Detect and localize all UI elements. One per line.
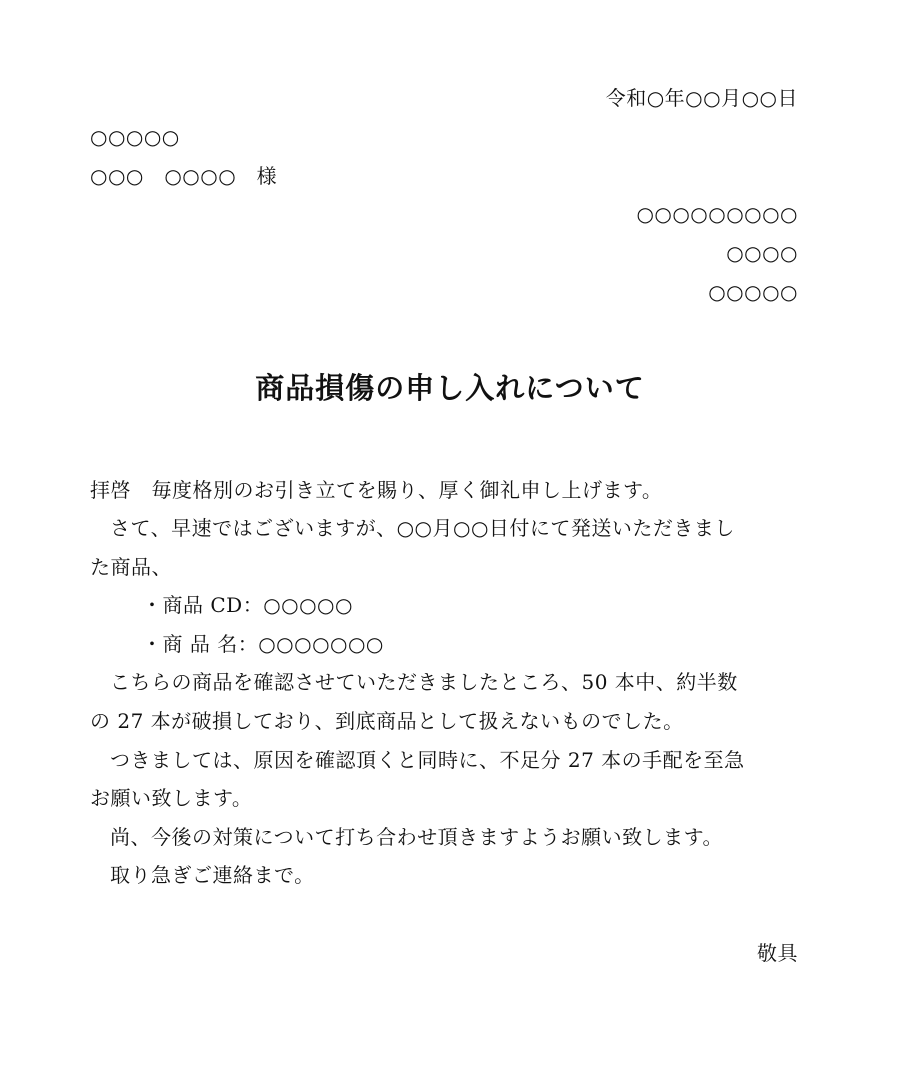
- sender-company: ○○○○○○○○○: [636, 202, 798, 226]
- body-para3-line1: つきましては、原因を確認頂くと同時に、不足分 27 本の手配を至急: [110, 748, 745, 772]
- greeting-line: 拝啓 毎度格別のお引き立てを賜り、厚く御礼申し上げます。: [90, 478, 663, 502]
- body-para1-line1: さて、早速ではございますが、○○月○○日付にて発送いただきまし: [110, 516, 735, 540]
- body-para2-line1: こちらの商品を確認させていただきましたところ、50 本中、約半数: [110, 670, 738, 694]
- body-para5: 取り急ぎご連絡まで。: [110, 863, 315, 887]
- item-cd-line: ・商品 CD：○○○○○: [142, 593, 353, 617]
- body-para4: 尚、今後の対策について打ち合わせ頂きますようお願い致します。: [110, 825, 723, 849]
- body-para3-line2: お願い致します。: [90, 786, 253, 810]
- closing-keigu: 敬具: [757, 941, 798, 965]
- sender-name: ○○○○○: [708, 280, 798, 304]
- body-para2-line2: の 27 本が破損しており、到底商品として扱えないものでした。: [90, 709, 684, 733]
- letter-title: 商品損傷の申し入れについて: [255, 371, 645, 405]
- item-name-line: ・商 品 名：○○○○○○○: [142, 632, 384, 656]
- letter-date: 令和○年○○月○○日: [605, 86, 798, 110]
- sender-department: ○○○○: [726, 241, 798, 265]
- recipient-company: ○○○○○: [90, 125, 180, 149]
- recipient-name: ○○○ ○○○○ 様: [90, 164, 278, 188]
- body-para1-line2: た商品、: [90, 555, 172, 579]
